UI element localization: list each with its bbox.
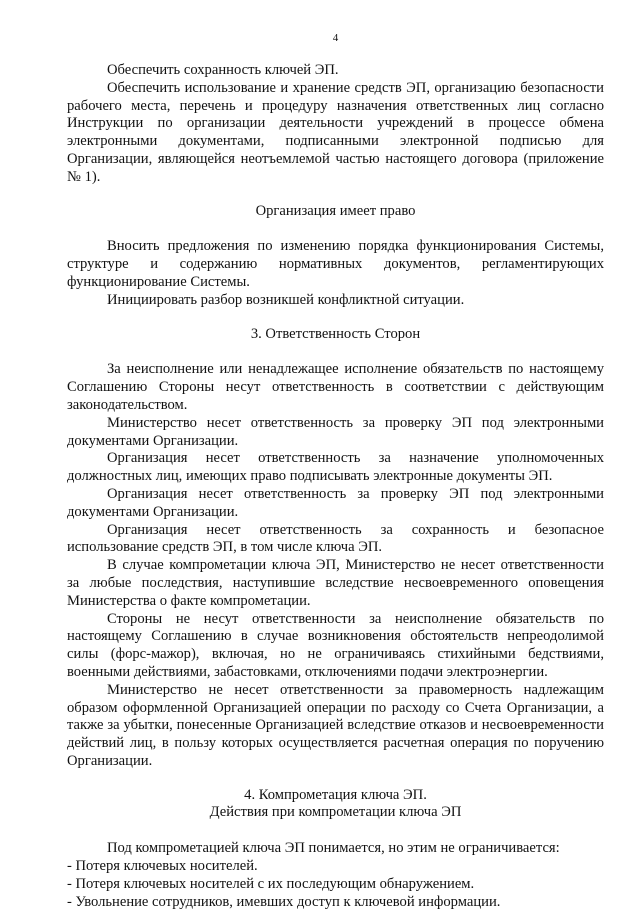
page-number: 4 [332,32,339,44]
section-4-subheading: Действия при компрометации ключа ЭП [209,804,462,821]
document-body [67,62,604,911]
section-3-heading: 3. Ответственность Сторон [250,325,421,342]
paragraph: Обеспечить использование и хранение средств ЭП, организацию безопасности рабочего места, перечень и процедуру назначения ответственных лиц согласно Инструкции по организации деятельности учреждений в процессе обмена электронными документами, подписанными электронной подписью для Организации, являющейся неотъемлемой частью настоящего договора (приложение № 1). [67,79,604,185]
paragraph: Организация несет ответственность за сохранность и безопасное использование средств ЭП, в том числе ключа ЭП. [67,521,604,556]
paragraph: Обеспечить сохранность ключей ЭП. [107,62,339,78]
list-item: - Потеря ключевых носителей с их последующим обнаружением. [67,875,475,892]
paragraph: Под компрометацией ключа ЭП понимается, но этим не ограничивается: [107,840,560,857]
paragraph: Инициировать разбор возникшей конфликтной ситуации. [107,291,465,308]
paragraph: В случае компрометации ключа ЭП, Министерство не несет ответственности за любые последствия, наступившие вследствие несвоевременного оповещения Министерства о факте компрометации. [67,557,604,609]
list-item: - Увольнение сотрудников, имевших доступ к ключевой информации. [67,893,501,910]
paragraph: Организация несет ответственность за проверку ЭП под электронными документами Организации. [67,485,604,520]
paragraph: Вносить предложения по изменению порядка функционирования Системы, структуре и содержанию нормативных документов, регламентирующих функционирование Системы. [67,238,604,290]
paragraph: Министерство не несет ответственности за правомерность надлежащим образом оформленной Организацией операции по расходу со Счета Организации, а также за убытки, понесенные Организацией вследствие отказов и несвоевременности действий лиц, в пользу которых осуществляется расчетная операция по поручению Организации. [67,681,604,769]
rights-heading: Организация имеет право [255,202,416,219]
paragraph: Министерство несет ответственность за проверку ЭП под электронными документами Организации. [67,414,604,449]
paragraph: За неисполнение или ненадлежащее исполнение обязательств по настоящему Соглашению Стороны несут ответственность в соответствии с действующим законодательством. [67,361,604,413]
paragraph: Стороны не несут ответственности за неисполнение обязательств по настоящему Соглашению в случае возникновения обстоятельств непреодолимой силы (форс-мажор), включая, но не ограничиваясь стихийными бедствиями, военными действиями, забастовками, отключениями подачи электроэнергии. [67,610,604,680]
list-item: - Потеря ключевых носителей. [67,858,258,875]
section-4-heading: 4. Компрометация ключа ЭП. [244,786,427,803]
paragraph: Организация несет ответственность за назначение уполномоченных должностных лиц, имеющих право подписывать электронные документы ЭП. [67,450,604,485]
